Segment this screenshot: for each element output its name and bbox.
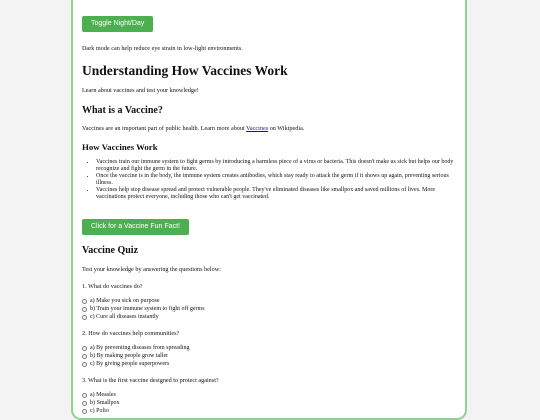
radio-button[interactable] [82,409,87,414]
radio-button[interactable] [82,393,87,398]
quiz-option[interactable] [82,344,456,352]
quiz-option[interactable] [82,297,456,305]
option-label: a) Make you sick on purpose [90,298,160,304]
quiz-option[interactable] [82,305,456,313]
fun-fact-button[interactable]: Click for a Vaccine Fun Fact! [82,219,189,235]
radio-button[interactable] [82,354,87,359]
option-label: c) Cure all diseases instantly [90,314,159,320]
what-text-after: on Wikipedia. [268,125,305,132]
quiz-option[interactable] [82,407,456,415]
toggle-night-day-button[interactable]: Toggle Night/Day [82,16,153,32]
list-item: • Vaccines help stop disease spread and protect vulnerable people. They've eliminated diseases like smallpox and saved millions of lives. More vaccinations protect everyone, including those who can't get vaccinated. [96,187,456,201]
radio-button[interactable] [82,346,87,351]
question-3 [82,377,456,415]
radio-button[interactable] [82,299,87,304]
page-title: Understanding How Vaccines Work [82,63,288,78]
how-vaccines-work-heading: How Vaccines Work [82,142,158,152]
option-label: c) By giving people superpowers [90,361,170,367]
radio-button[interactable] [82,307,87,312]
quiz-option[interactable] [82,352,456,360]
dark-mode-note: Dark mode can help reduce eye strain in low-light environments. [82,45,243,52]
option-label: b) Smallpox [90,400,120,406]
list-item: • Vaccines train our immune system to fight germs by introducing a harmless piece of a virus or bacteria. This doesn't make us sick but helps our body recognize and fight the germ in the future. [96,159,456,173]
question-text: 2. How do vaccines help communities? [82,330,180,337]
quiz-intro: Test your knowledge by answering the questions below: [82,266,221,273]
what-is-vaccine-text [82,125,456,133]
main-card [71,0,467,420]
radio-button[interactable] [82,315,87,320]
option-label: b) Train your immune system to fight off germs [90,306,205,312]
what-text-before: Vaccines are an important part of public health. Learn more about [82,125,247,132]
question-1 [82,283,456,321]
option-label: b) By making people grow taller [90,353,169,359]
intro-text: Learn about vaccines and test your knowledge! [82,87,199,94]
list-item: • Once the vaccine is in the body, the immune system creates antibodies, which stay ready to attack the germ if it shows up again, preventing serious illness. [96,173,456,187]
option-label: a) By preventing diseases from spreading [90,345,190,351]
question-text: 1. What do vaccines do? [82,283,143,290]
quiz-option[interactable] [82,391,456,399]
how-vaccines-work-list [82,159,456,201]
radio-button[interactable] [82,362,87,367]
question-2 [82,330,456,368]
quiz-heading: Vaccine Quiz [82,245,139,256]
option-label: c) Polio [90,408,109,414]
what-is-vaccine-heading: What is a Vaccine? [82,105,163,116]
wikipedia-vaccines-link[interactable]: Vaccines [246,125,269,132]
option-label: a) Measles [90,392,116,398]
question-text: 3. What is the first vaccine designed to protect against? [82,377,219,384]
quiz-option[interactable] [82,313,456,321]
quiz-option[interactable] [82,399,456,407]
quiz-option[interactable] [82,360,456,368]
